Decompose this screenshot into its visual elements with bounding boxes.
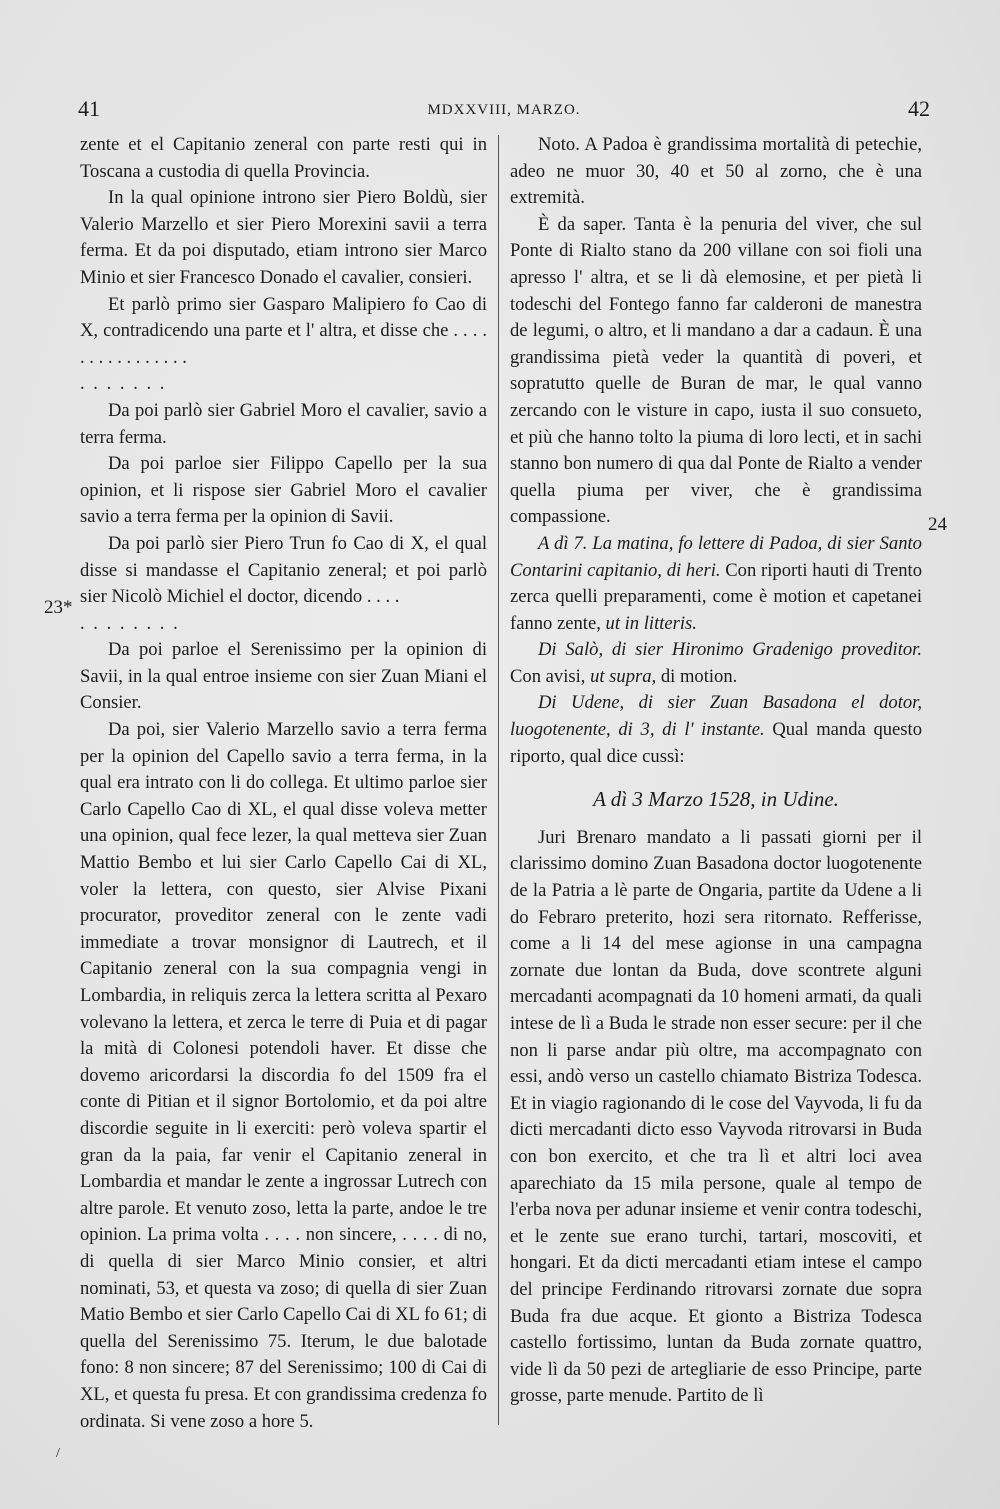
page-header (78, 96, 930, 126)
paragraph (510, 531, 922, 637)
column-divider (498, 135, 499, 1425)
paragraph: zente et el Capitanio zeneral con parte resti qui in Toscana a custodia di quella Provincia. (80, 134, 487, 182)
italic-source: lettere di Padoa, di sier Santo Contarini capitanio, di heri. (510, 532, 922, 581)
page-number-right: 42 (908, 96, 930, 121)
italic-phrase: ut in litteris. (605, 612, 697, 634)
margin-number-left: 23* (44, 597, 73, 618)
paragraph: Da poi, sier Valerio Marzello savio a terra ferma per la opinion del Capello savio a terra ferma, in la qual era intrato con li do collega. Et ultimo parloe sier Carlo Capello Cao di XL, el qual disse voleva metter una opinion, qual fece lezer, la qual metteva sier Zuan Mattio Bembo et lui sier Carlo Capello Cai di XL, voler la lettera, con questo, sier Alvise Pixani procurator, proveditor zeneral con le zente vadi immediate a trovar monsignor di Lautrech, et il Capitanio zeneral con la sua compagnia vengi in Lombardia, in reliquis zerca la lettera scritta al Pexaro volevano la lettera, et zerca le terre di Puia et di pagar la mità di Colonesi potendoli haver. Et disse che dovemo aricordarsi la discordia fo del 1509 fra el conte di Pitian et il signor Bortolomio, et da poi altre discordie seguite in li exerciti: però voleva spartir el gran da la paia, far venir el Capitanio zeneral in Lombardia et mandar le zente a ingrossar Lutrech con altre parole. Et venuto zoso, letta la parte, andoe le tre opinion. La prima volta . . . . non sincere, . . . . di no, di quella di sier Marco Minio consier, et altri nominati, 53, et questa va zoso; di quella di sier Zuan Matio Bembo et sier Carlo Capello Cai di XL fo 61; di quella del Serenissimo 75. Iterum, le due balotade fono: 8 non sincere; 87 del Serenissimo; 100 di Cai di XL, et questa fu presa. Et con grandissima credenza fo ordinata. Si vene zoso a hore 5. (80, 719, 487, 1432)
running-head: MDXXVIII, MARZO. (427, 102, 581, 118)
paragraph: Da poi parlò sier Piero Trun fo Cao di X, el qual disse si mandasse el Capitanio zeneral; et poi parlò sier Nicolò Michiel el doctor, dicendo . . . . (80, 532, 487, 608)
paragraph: Da poi parlò sier Gabriel Moro el cavalier, savio a terra ferma. (80, 399, 487, 448)
ellipsis-line: . . . . . . . (80, 373, 167, 395)
section-heading: A dì 3 Marzo 1528, in Udine. (593, 787, 839, 812)
paragraph: Et parlò primo sier Gasparo Malipiero fo Cao di X, contradicendo una parte et l' altra, et disse che . . . . . . . . . . . . . . . . (80, 293, 487, 368)
margin-number-right: 24 (928, 514, 947, 535)
margin-mark: / (56, 1446, 60, 1461)
body-text: Qual manda questo riporto, qual dice cussì: (510, 719, 923, 767)
paragraph: In la qual opinione introno sier Piero Boldù, sier Valerio Marzello et sier Piero Morexini savii a terra ferma. Et da poi disputado, etiam introno sier Marco Minio et sier Francesco Donado el cavalier, consieri. (80, 187, 487, 288)
ellipsis-line: . . . . . . . . (80, 612, 180, 634)
paragraph: Juri Brenaro mandato a li passati giorni per il clarissimo domino Zuan Basadona doctor luogotenente de la Patria a lè parte de Ongaria, partite da Udene a li do Febraro preterito, hozi sera ritornato. Refferisse, come a li 14 del mese agionse in una campagna zornate due lontan da Buda, dove scontrete alguni mercadanti acompagnati da 10 homeni armati, da quali intese de lì a Buda le strade non esser secure: per il che non li parse andar più oltre, ma accompagnato con essi, andò verso un castello chiamato Bistriza Todesca. Et in viagio ragionando di le cose del Vayvoda, li fu da dicti mercadanti dicto esso Vayvoda ritrovarsi in Buda con bon exercito, et che tra lì et altri loci avea aparechiato da 15 mila persone, quale al tempo de l'erba nova per adunar insieme et venir contra todeschi, et le zente sue erano turchi, tartari, moscoviti, et hongari. Et da dicti mercadanti etiam intese el campo del principe Ferdinando ritrovarsi zornate due sopra Buda fra due acque. Et gionto a Bistriza Todesca castello fortissimo, luntan da Buda zornate quattro, vide lì da 50 pezi de artegliarie de esso Principe, parte grosse, parte menude. Partito de lì (510, 826, 922, 1407)
paragraph (510, 690, 922, 770)
body-text: di motion. (656, 665, 738, 687)
body-text: Con avisi, (510, 665, 591, 687)
left-column (80, 132, 487, 1435)
italic-source: Di Salò, di sier Hironimo Gradenigo proveditor. (538, 639, 922, 661)
paragraph: Noto. A Padoa è grandissima mortalità di petechie, adeo ne muor 30, 40 et 50 al zorno, che è una extremità. (510, 134, 922, 209)
body-text: Con riporti hauti di Trento zerca quelli preparamenti, come è motion et capetanei fanno zente, (510, 559, 922, 634)
italic-phrase: ut supra, (590, 665, 657, 687)
paragraph: Da poi parloe sier Filippo Capello per la sua opinion, et li rispose sier Gabriel Moro el cavalier savio a terra ferma per la opinion di Savii. (80, 453, 487, 528)
right-column (510, 132, 922, 1410)
paragraph: È da saper. Tanta è la penuria del viver, che sul Ponte di Rialto stano da 200 villane con soi fioli una apresso l' altra, et se li dà elemosine, et per pietà li todeschi del Fontego fanno far calderoni de manestra de legumi, o altro, et li mandano a dar a cadaun. È una grandissima pietà veder la quantità di poveri, et sopratutto quelle de Buran de mar, le qual vanno zercando con le visture in capo, iusta il suo consueto, et più che hanno tolto la piuma di loro lecti, et in sachi stanno bon numero di qua dal Ponte de Rialto a vender quella piuma per viver, che è grandissima compassione. (510, 213, 922, 528)
italic-source: Di Udene, di sier Zuan Basadona el dotor, luogotenente, di 3, di l' instante. (510, 692, 922, 741)
date-text: A dì 7. La matina, fo (538, 532, 698, 554)
paragraph: Da poi parloe el Serenissimo per la opinion di Savii, in la qual entroe insieme con sier Zuan Miani el Consier. (80, 639, 487, 714)
page-number-left: 41 (78, 96, 100, 121)
paragraph (510, 637, 922, 690)
